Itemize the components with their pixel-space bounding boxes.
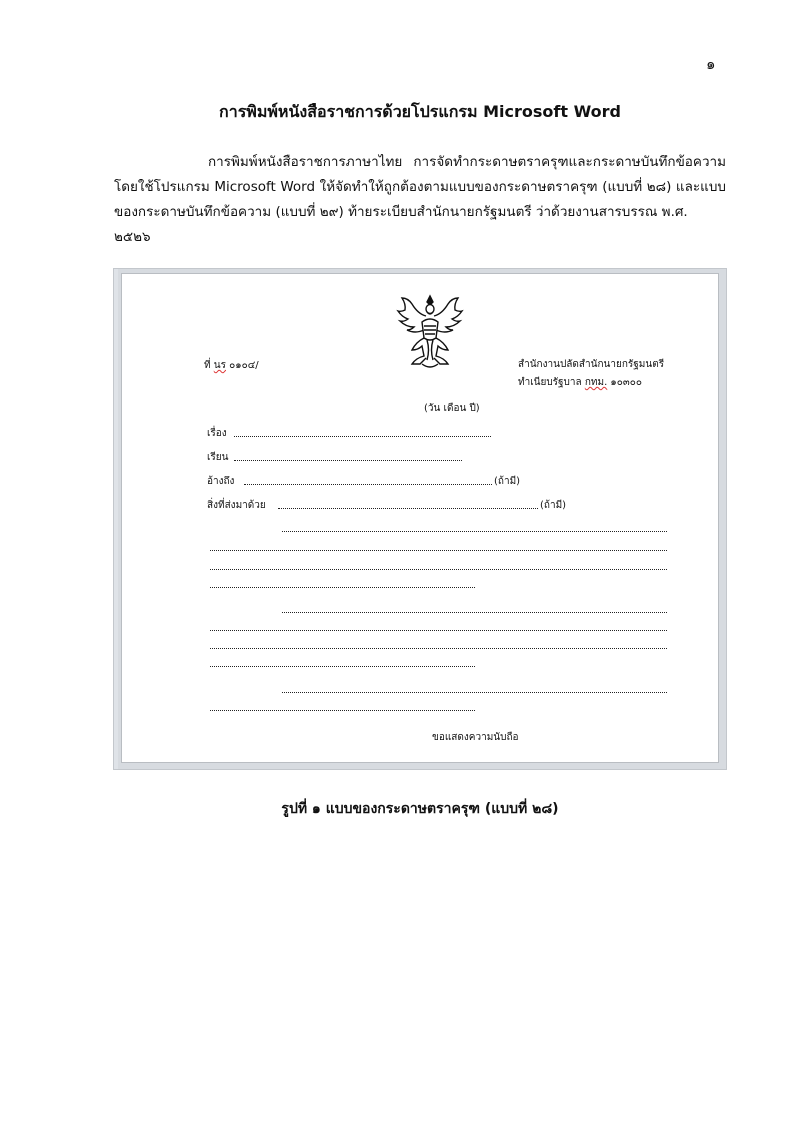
document-number: ที่ นร ๐๑๐๔/ — [204, 360, 259, 371]
garuda-emblem-icon — [394, 292, 466, 372]
office-name: สำนักงานปลัดสำนักนายกรัฐมนตรี — [518, 359, 665, 370]
body-line — [282, 692, 667, 693]
form-figure — [113, 268, 727, 770]
body-line — [210, 569, 667, 570]
intro-paragraph — [114, 150, 726, 250]
body-line — [282, 531, 667, 532]
figure-caption: รูปที่ ๑ แบบของกระดาษตราครุฑ (แบบที่ ๒๘) — [281, 801, 559, 817]
office-address: ทำเนียบรัฐบาล กทม. ๑๐๓๐๐ — [518, 377, 642, 388]
intro-line-3: ของกระดาษบันทึกข้อความ (แบบที่ ๒๙) ท้ายระเบียบสำนักนายกรัฐมนตรี ว่าด้วยงานสารบรรณ พ.ศ. ๒๕๒๖ — [114, 204, 688, 245]
body-line — [210, 710, 475, 711]
enclosure-label: สิ่งที่ส่งมาด้วย — [207, 500, 266, 511]
date-placeholder: (วัน เดือน ปี) — [424, 403, 480, 414]
body-line — [210, 587, 475, 588]
reference-label: อ้างถึง — [207, 476, 235, 487]
page-number: ๑ — [706, 55, 716, 73]
vertical-ruler — [114, 269, 118, 769]
to-label: เรียน — [207, 452, 229, 463]
reference-optional-note: (ถ้ามี) — [494, 476, 521, 487]
subject-label: เรื่อง — [207, 428, 227, 439]
intro-line-2: โดยใช้โปรแกรม Microsoft Word ให้จัดทำให้ถูกต้องตามแบบของกระดาษตราครุฑ (แบบที่ ๒๘) และแบบ — [114, 179, 726, 195]
page-title: การพิมพ์หนังสือราชการด้วยโปรแกรม Microsoft Word — [219, 102, 621, 121]
intro-line-1: การพิมพ์หนังสือราชการภาษาไทย การจัดทำกระดาษตราครุฑและกระดาษบันทึกข้อความ — [208, 154, 726, 170]
enclosure-line — [278, 508, 538, 509]
closing-text: ขอแสดงความนับถือ — [432, 732, 519, 743]
reference-line — [244, 484, 492, 485]
subject-line — [234, 436, 491, 437]
to-line — [234, 460, 462, 461]
enclosure-optional-note: (ถ้ามี) — [540, 500, 567, 511]
body-line — [210, 666, 475, 667]
body-line — [282, 612, 667, 613]
document-sheet — [121, 273, 719, 763]
body-line — [210, 630, 667, 631]
body-line — [210, 648, 667, 649]
body-line — [210, 550, 667, 551]
